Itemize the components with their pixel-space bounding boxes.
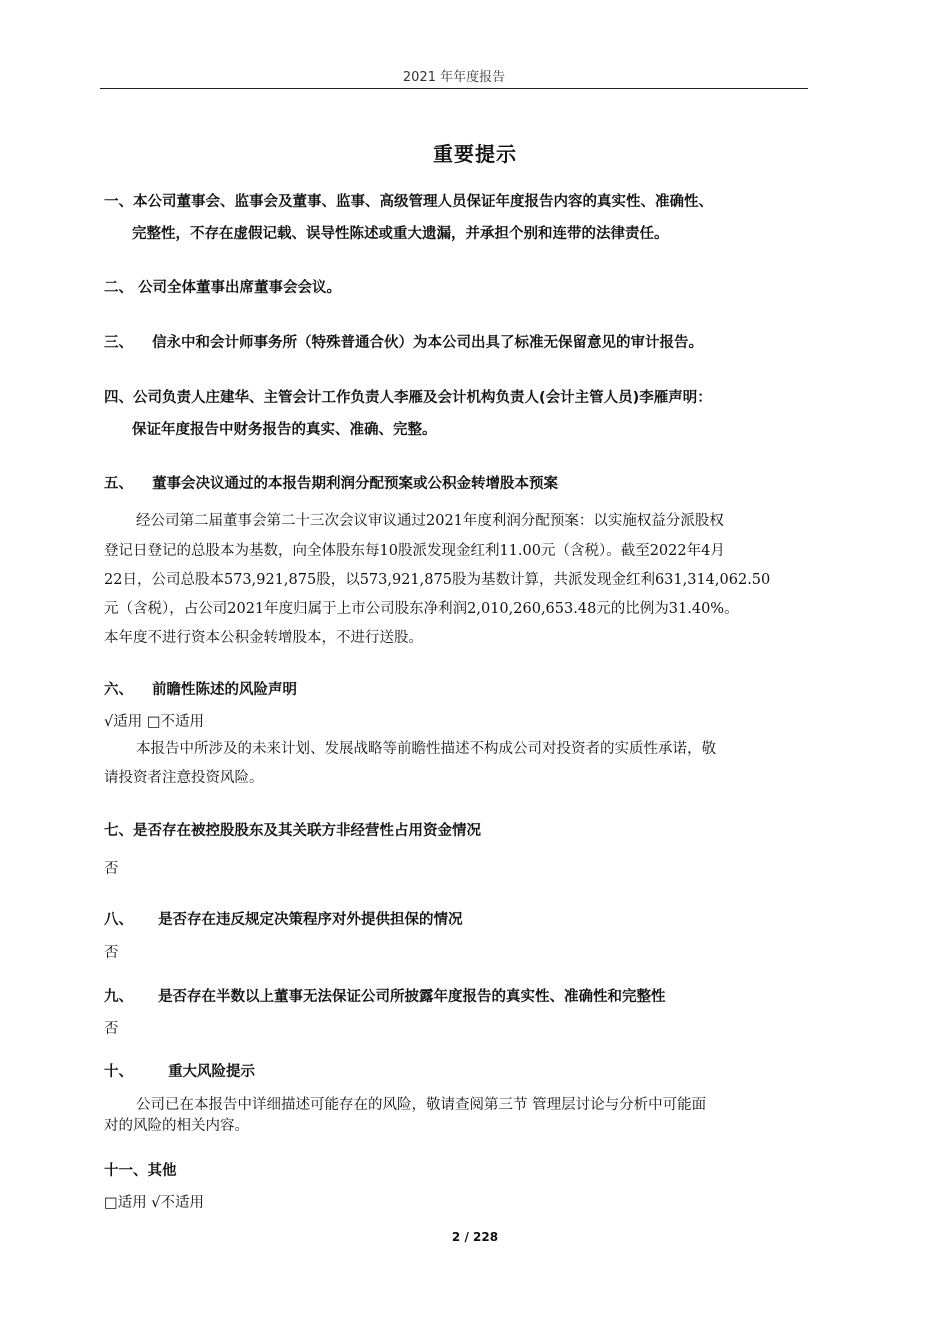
- section-11-heading: [104, 1159, 177, 1180]
- page-title: 重要提示: [433, 142, 517, 166]
- section-5-para-line: 经公司第二届董事会第二十三次会议审议通过2021年度利润分配预案：以实施权益分派股权: [136, 513, 724, 529]
- header-divider: [100, 88, 808, 89]
- section-11-number: 十一、: [104, 1163, 148, 1179]
- section-7-number: 七、: [104, 823, 133, 839]
- section-4-line2: 保证年度报告中财务报告的真实、准确、完整。: [132, 422, 437, 438]
- section-10-para-line: 对的风险的相关内容。: [104, 1118, 249, 1134]
- section-8-answer: 否: [104, 945, 119, 961]
- section-2: [104, 276, 341, 297]
- running-header: 2021 年年度报告: [402, 70, 506, 85]
- section-1-number: 一、: [104, 194, 133, 210]
- section-3: [104, 331, 703, 352]
- section-1-text: 本公司董事会、监事会及董事、监事、高级管理人员保证年度报告内容的真实性、准确性、: [133, 194, 713, 210]
- section-7-heading: [104, 819, 481, 840]
- section-4-line1: [104, 386, 712, 407]
- section-7-answer: 否: [104, 861, 119, 877]
- section-11-applicability: □适用 √不适用: [104, 1195, 205, 1211]
- section-6-para-line: 请投资者注意投资风险。: [104, 770, 264, 786]
- section-1-line2: 完整性，不存在虚假记载、误导性陈述或重大遗漏，并承担个别和连带的法律责任。: [132, 226, 669, 242]
- section-10-heading: [104, 1060, 255, 1081]
- section-5-para-line: 本年度不进行资本公积金转增股本，不进行送股。: [104, 630, 423, 646]
- section-9-number: 九、: [104, 989, 133, 1005]
- section-6-applicability: √适用 □不适用: [104, 714, 205, 730]
- section-5-para-line: 登记日登记的总股本为基数，向全体股东每10股派发现金红利11.00元（含税）。截至2022年4月: [104, 543, 725, 559]
- section-4-text: 公司负责人庄建华、主管会计工作负责人李雁及会计机构负责人(会计主管人员)李雁声明：: [133, 390, 712, 406]
- section-5-title: 董事会决议通过的本报告期利润分配预案或公积金转增股本预案: [152, 476, 559, 492]
- section-10-title: 重大风险提示: [168, 1064, 256, 1080]
- page-number: 2 / 228: [451, 1230, 499, 1244]
- section-5-para-line: 22日，公司总股本573,921,875股，以573,921,875股为基数计算，共派发现金红利631,314,062.50: [104, 572, 771, 588]
- section-8-heading: [104, 908, 463, 929]
- section-5-para-line: 元（含税），占公司2021年度归属于上市公司股东净利润2,010,260,653.48元的比例为31.40%。: [104, 601, 739, 617]
- section-5-number: 五、: [104, 476, 133, 492]
- section-6-heading: [104, 678, 297, 699]
- section-8-title: 是否存在违反规定决策程序对外提供担保的情况: [158, 912, 463, 928]
- section-3-text: 信永中和会计师事务所（特殊普通合伙）为本公司出具了标准无保留意见的审计报告。: [152, 335, 704, 351]
- section-11-title: 其他: [147, 1163, 177, 1179]
- section-4-number: 四、: [104, 390, 133, 406]
- section-5-heading: [104, 472, 558, 493]
- section-3-number: 三、: [104, 335, 133, 351]
- section-6-title: 前瞻性陈述的风险声明: [152, 682, 298, 698]
- section-10-number: 十、: [104, 1064, 133, 1080]
- section-1-line1: [104, 190, 713, 211]
- section-9-heading: [104, 985, 666, 1006]
- section-6-para-line: 本报告中所涉及的未来计划、发展战略等前瞻性描述不构成公司对投资者的实质性承诺，敬: [136, 741, 716, 757]
- section-10-para-line: 公司已在本报告中详细描述可能存在的风险，敬请查阅第三节 管理层讨论与分析中可能面: [136, 1097, 707, 1113]
- section-2-number: 二、: [104, 280, 133, 296]
- section-9-answer: 否: [104, 1021, 119, 1037]
- section-8-number: 八、: [104, 912, 133, 928]
- section-9-title: 是否存在半数以上董事无法保证公司所披露年度报告的真实性、准确性和完整性: [158, 989, 666, 1005]
- section-6-number: 六、: [104, 682, 133, 698]
- section-7-title: 是否存在被控股股东及其关联方非经营性占用资金情况: [133, 823, 481, 839]
- section-2-text: 公司全体董事出席董事会会议。: [138, 280, 342, 296]
